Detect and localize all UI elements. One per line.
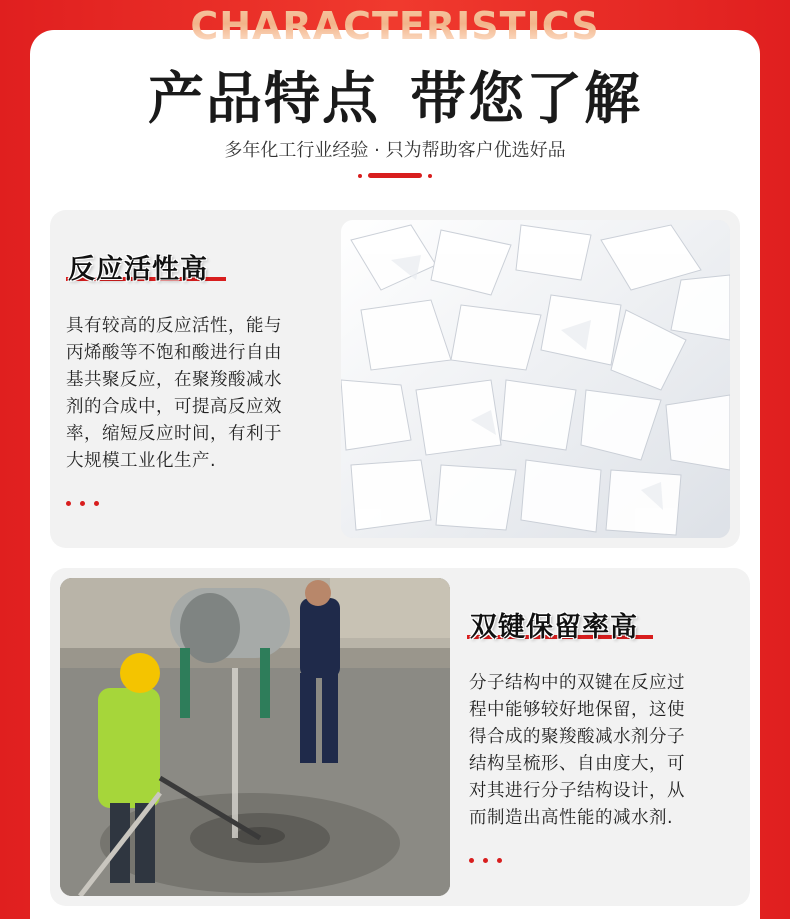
feature-description: 具有较高的反应活性，能与 丙烯酸等不饱和酸进行自由 基共聚反应，在聚羧酸减水 剂的合成中，可提高反应效 率，缩短反应时间，有利于 大规模工业化生产. (66, 316, 282, 471)
page-title (0, 55, 790, 135)
feature-title: 双键保留率高 (470, 612, 638, 643)
title-divider (358, 173, 432, 179)
page-subtitle: 多年化工行业经验 · 只为帮助客户优选好品 (224, 140, 566, 161)
feature-title: 反应活性高 (68, 254, 208, 285)
concrete-workers-image (60, 578, 450, 896)
english-heading: CHARACTERISTICS (0, 4, 790, 48)
page-title-part2: 带您了解 (410, 67, 642, 132)
more-dots (469, 858, 509, 864)
feature-description: 分子结构中的双键在反应过 程中能够较好地保留，这使 得合成的聚羧酸减水剂分子 结构呈梳形、自由度大，可 对其进行分子结构设计，从 而制造出高性能的减水剂. (469, 673, 685, 828)
page-title-part1: 产品特点 (148, 67, 380, 132)
white-flakes-image (341, 220, 730, 538)
more-dots (66, 501, 106, 507)
